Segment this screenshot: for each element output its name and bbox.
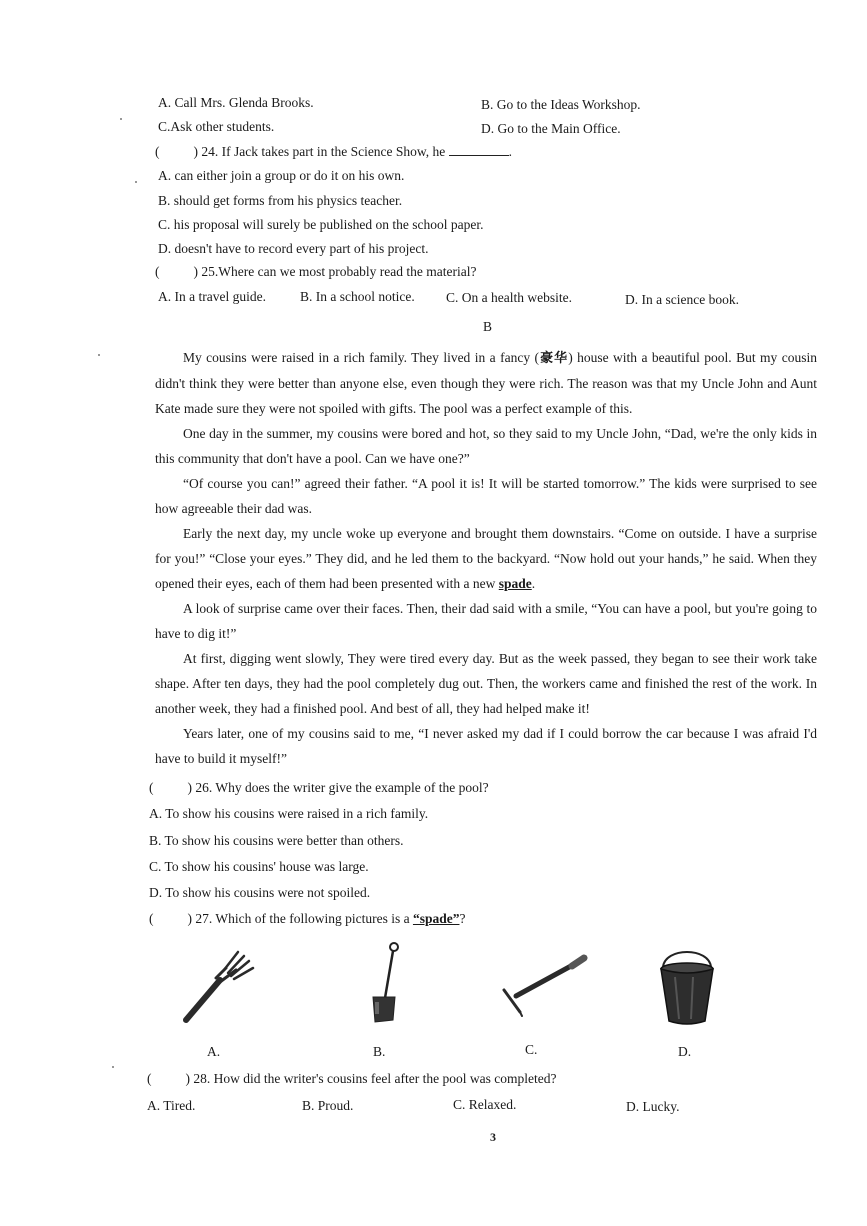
q23-option-a: A. Call Mrs. Glenda Brooks. bbox=[158, 95, 314, 110]
q24-stem bbox=[155, 143, 512, 161]
q26-option-a: A. To show his cousins were raised in a rich family. bbox=[149, 806, 429, 821]
pitchfork-icon bbox=[178, 948, 258, 1028]
passage-paragraph-5: A look of surprise came over their faces. Then, their dad said with a smile, “You can have a pool, but you're going to have to dig it!” bbox=[155, 601, 817, 641]
q25-option-c: C. On a health website. bbox=[446, 290, 572, 305]
q28-stem-text: ) 28. How did the writer's cousins feel after the pool was completed? bbox=[185, 1071, 557, 1086]
passage-paragraph-7: Years later, one of my cousins said to me, “I never asked my dad if I could borrow the car because I was afraid I'd have to build it myself!” bbox=[155, 726, 817, 766]
q27-picture-label-c: C. bbox=[525, 1042, 538, 1057]
passage-paragraph-6: At first, digging went slowly, They were tired every day. But as the week passed, they began to see their work take shape. After ten days, they had the pool completely dug out. Then, the workers came and finished the rest of the work. In another week, they had a finished pool. And best of all, they had helped make it! bbox=[155, 651, 817, 716]
q25-stem-text: ) 25.Where can we most probably read the material? bbox=[193, 264, 477, 279]
q24-option-c: C. his proposal will surely be published on the school paper. bbox=[158, 217, 484, 232]
q28-option-d: D. Lucky. bbox=[626, 1099, 680, 1114]
passage-paragraph-3: “Of course you can!” agreed their father. “A pool it is! It will be started tomorrow.” The kids were surprised to see how agreeable their dad was. bbox=[155, 476, 817, 516]
q27-picture-label-b: B. bbox=[373, 1044, 386, 1059]
q25-option-d: D. In a science book. bbox=[625, 292, 739, 307]
q27-stem-text: ) 27. Which of the following pictures is a bbox=[187, 911, 413, 926]
q26-stem-text: ) 26. Why does the writer give the example of the pool? bbox=[187, 780, 489, 795]
q27-stem bbox=[149, 910, 465, 928]
q28-option-b: B. Proud. bbox=[302, 1098, 354, 1113]
q24-answer-blank bbox=[449, 143, 509, 156]
q25-stem bbox=[155, 263, 477, 281]
q24-option-d: D. doesn't have to record every part of his project. bbox=[158, 241, 429, 256]
scan-speck bbox=[98, 354, 100, 356]
hoe-icon bbox=[498, 952, 590, 1022]
q24-option-b: B. should get forms from his physics teacher. bbox=[158, 193, 403, 208]
q28-option-c: C. Relaxed. bbox=[453, 1097, 517, 1112]
passage-paragraph-2: One day in the summer, my cousins were bored and hot, so they said to my Uncle John, “Dad, we're the only kids in this community that don't have a pool. Can we have one?” bbox=[155, 426, 817, 466]
q23-option-b: B. Go to the Ideas Workshop. bbox=[481, 97, 641, 112]
page-number: 3 bbox=[490, 1130, 496, 1144]
spade-icon bbox=[360, 940, 410, 1025]
answer-bracket: ( bbox=[149, 911, 154, 926]
q27-stem-end: ? bbox=[459, 911, 466, 926]
q24-stem-end: . bbox=[508, 144, 513, 159]
q26-option-b: B. To show his cousins were better than others. bbox=[149, 833, 404, 848]
q23-option-c: C.Ask other students. bbox=[158, 119, 275, 134]
q27-stem-word: “spade” bbox=[412, 911, 460, 926]
q25-option-b: B. In a school notice. bbox=[300, 289, 415, 304]
bucket-icon bbox=[655, 945, 719, 1027]
q26-stem bbox=[149, 779, 489, 797]
answer-bracket: ( bbox=[149, 780, 154, 795]
q27-picture-label-d: D. bbox=[678, 1044, 692, 1059]
q27-picture-label-a: A. bbox=[207, 1044, 221, 1059]
answer-bracket: ( bbox=[155, 264, 160, 279]
section-heading: B bbox=[483, 319, 493, 334]
q23-option-d: D. Go to the Main Office. bbox=[481, 121, 621, 136]
answer-bracket: ( bbox=[155, 144, 160, 159]
q26-option-d: D. To show his cousins were not spoiled. bbox=[149, 885, 371, 900]
q25-option-a: A. In a travel guide. bbox=[158, 289, 266, 304]
q24-stem-text: ) 24. If Jack takes part in the Science Show, he bbox=[193, 144, 446, 159]
q28-stem bbox=[147, 1070, 556, 1088]
q28-option-a: A. Tired. bbox=[147, 1098, 196, 1113]
passage-paragraph-1: My cousins were raised in a rich family. They lived in a fancy (豪华) house with a beautiful pool. But my cousin didn't think they were better than anyone else, even though they were rich. The reason was that my Uncle John and Aunt Kate made sure they were not spoiled with gifts. The pool was a perfect example of this. bbox=[155, 350, 817, 416]
scan-speck bbox=[135, 181, 137, 183]
underlined-word-spade: spade bbox=[498, 575, 532, 591]
answer-bracket: ( bbox=[147, 1071, 152, 1086]
passage-paragraph-4: Early the next day, my uncle woke up everyone and brought them downstairs. “Come on outside. I have a surprise for you!” “Close your eyes.” They did, and he led them to the backyard. “Now hold out your hands,” he said. When they opened their eyes, each of them had been presented with a new spade. bbox=[155, 526, 817, 591]
scan-speck bbox=[112, 1066, 114, 1068]
q24-option-a: A. can either join a group or do it on his own. bbox=[158, 168, 405, 183]
scan-speck bbox=[120, 118, 122, 120]
q26-option-c: C. To show his cousins' house was large. bbox=[149, 859, 369, 874]
